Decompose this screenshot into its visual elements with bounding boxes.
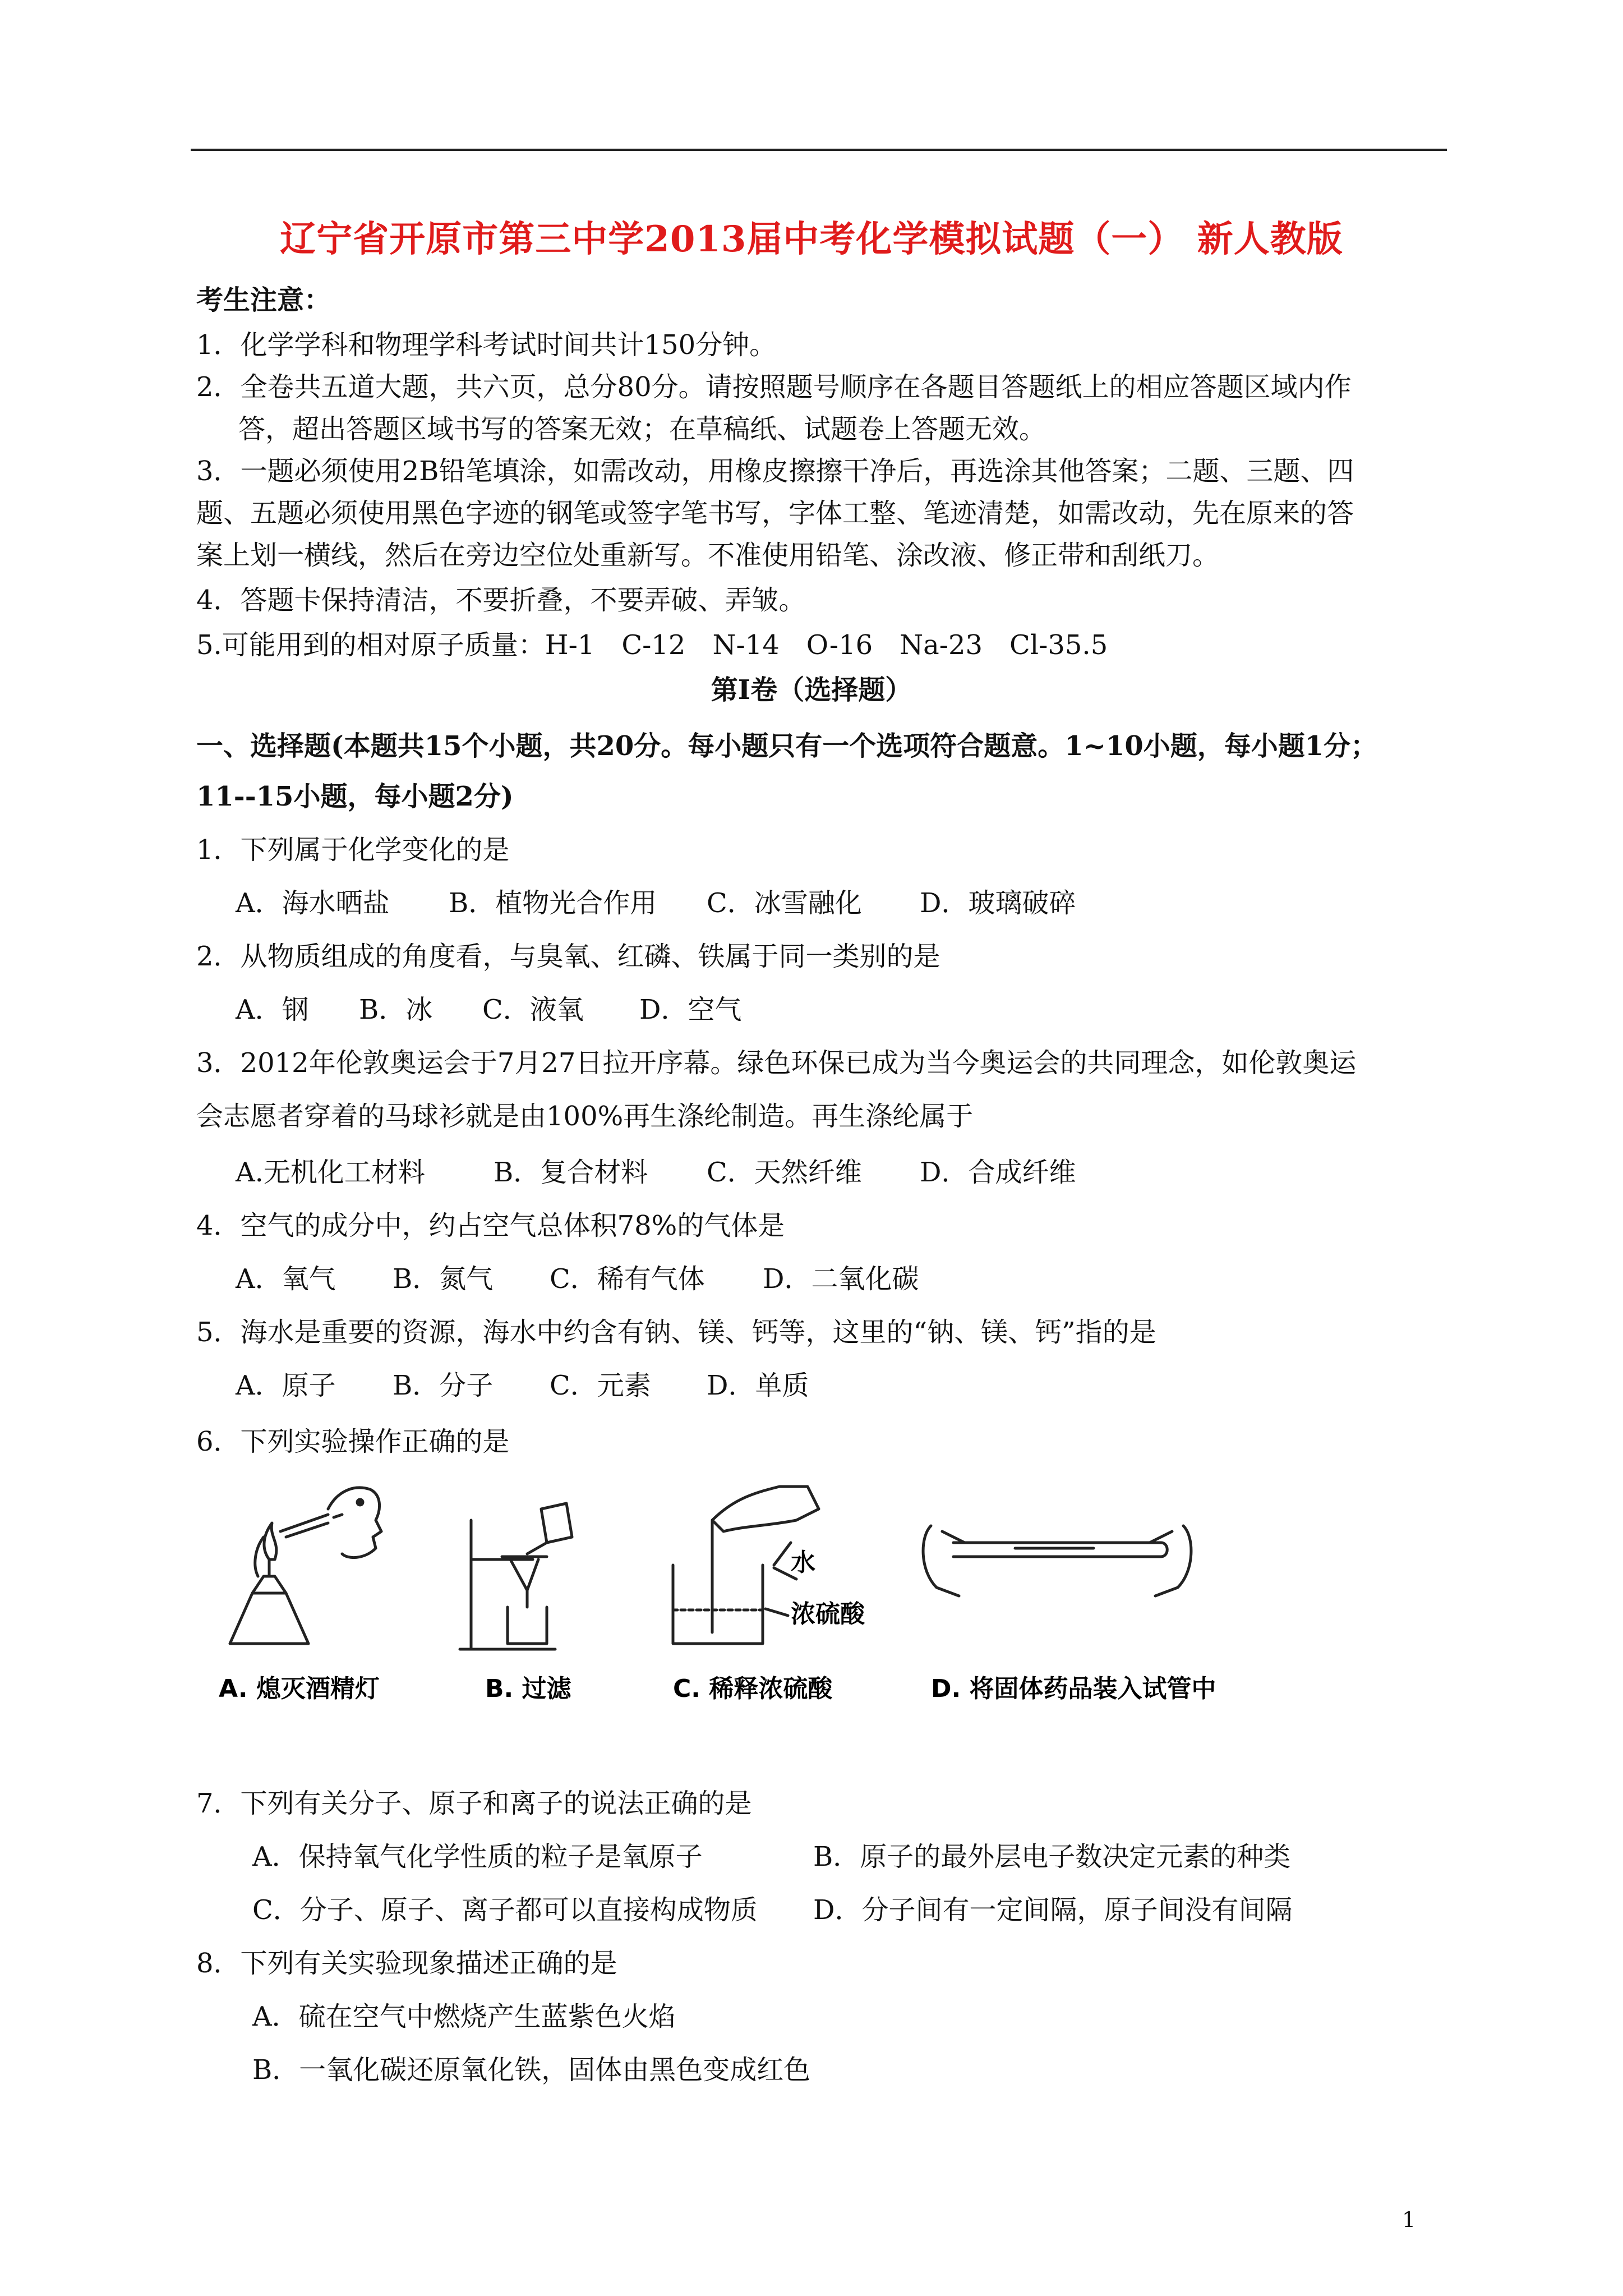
option: C．分子、原子、离子都可以直接构成物质 bbox=[252, 1894, 758, 1926]
question-stem: 7．下列有关分子、原子和离子的说法正确的是 bbox=[196, 1788, 752, 1819]
option: C．稀有气体 bbox=[550, 1263, 705, 1295]
option: D．合成纤维 bbox=[920, 1157, 1076, 1188]
option: D．分子间有一定间隔，原子间没有间隔 bbox=[813, 1894, 1293, 1926]
option: B．分子 bbox=[393, 1370, 494, 1401]
lab-operations-figure bbox=[208, 1475, 1262, 1711]
notice-line: 4．答题卡保持清洁，不要折叠，不要弄破、弄皱。 bbox=[196, 585, 806, 616]
notice-line: 答，超出答题区域书写的答案无效；在草稿纸、试题卷上答题无效。 bbox=[238, 413, 1046, 445]
option: A．硫在空气中燃烧产生蓝紫色火焰 bbox=[252, 2001, 676, 2032]
question-options bbox=[236, 993, 742, 1027]
notice-line: 2．全卷共五道大题，共六页，总分80分。请按照题号顺序在各题目答题纸上的相应答题区域内作 bbox=[196, 371, 1352, 403]
filtration-diagram bbox=[460, 1503, 572, 1649]
notice-heading: 考生注意： bbox=[196, 284, 331, 316]
question-stem: 8．下列有关实验现象描述正确的是 bbox=[196, 1948, 617, 1979]
question-options bbox=[252, 1893, 1293, 1927]
notice-line: 3．一题必须使用2B铅笔填涂，如需改动，用橡皮擦擦干净后，再选涂其他答案；二题、三题、四 bbox=[196, 455, 1354, 487]
question-stem: 会志愿者穿着的马球衫就是由100%再生涤纶制造。再生涤纶属于 bbox=[196, 1101, 974, 1132]
figure-caption-c: C. 稀释浓硫酸 bbox=[673, 1674, 833, 1703]
option: B．氮气 bbox=[393, 1263, 494, 1295]
option: A．保持氧气化学性质的粒子是氧原子 bbox=[252, 1841, 703, 1872]
question-stem: 4．空气的成分中，约占空气总体积78%的气体是 bbox=[196, 1210, 785, 1241]
figure-caption-b: B. 过滤 bbox=[485, 1674, 571, 1703]
option: D．玻璃破碎 bbox=[920, 887, 1076, 919]
header-rule bbox=[191, 149, 1447, 151]
option: D．二氧化碳 bbox=[763, 1263, 919, 1295]
option: C．冰雪融化 bbox=[707, 887, 862, 919]
question-stem: 2．从物质组成的角度看，与臭氧、红磷、铁属于同一类别的是 bbox=[196, 941, 940, 972]
option: B．冰 bbox=[359, 994, 433, 1025]
acid-label: 浓硫酸 bbox=[791, 1600, 865, 1628]
page-number: 1 bbox=[1402, 2207, 1416, 2232]
option: C．天然纤维 bbox=[707, 1157, 862, 1188]
notice-line: 5.可能用到的相对原子质量：H-1 C-12 N-14 O-16 Na-23 Cl-35.5 bbox=[196, 629, 1108, 661]
option: C．元素 bbox=[550, 1370, 651, 1401]
question-options bbox=[236, 1369, 809, 1402]
water-label: 水 bbox=[791, 1548, 815, 1577]
test-tube-diagram bbox=[923, 1526, 1191, 1596]
option: B．原子的最外层电子数决定元素的种类 bbox=[813, 1841, 1291, 1872]
section-title: 第Ⅰ卷（选择题） bbox=[711, 674, 912, 706]
question-options bbox=[236, 886, 1076, 920]
option: B．植物光合作用 bbox=[449, 887, 657, 919]
question-stem: 5．海水是重要的资源，海水中约含有钠、镁、钙等，这里的“钠、镁、钙”指的是 bbox=[196, 1317, 1156, 1348]
notice-line: 案上划一横线，然后在旁边空位处重新写。不准使用铅笔、涂改液、修正带和刮纸刀。 bbox=[196, 540, 1220, 571]
option: A．钢 bbox=[236, 994, 309, 1025]
figure-caption-a: A. 熄灭酒精灯 bbox=[219, 1674, 380, 1703]
option: A．原子 bbox=[236, 1370, 336, 1401]
figure-caption-d: D. 将固体药品装入试管中 bbox=[931, 1674, 1216, 1703]
question-stem: 1．下列属于化学变化的是 bbox=[196, 834, 510, 866]
option: A．氧气 bbox=[236, 1263, 336, 1295]
notice-line: 1．化学学科和物理学科考试时间共计150分钟。 bbox=[196, 329, 777, 361]
question-options bbox=[236, 1156, 1076, 1189]
question-stem: 6．下列实验操作正确的是 bbox=[196, 1426, 510, 1457]
question-stem: 3．2012年伦敦奥运会于7月27日拉开序幕。绿色环保已成为当今奥运会的共同理念，如伦敦奥运 bbox=[196, 1047, 1357, 1079]
part-instructions: 一、选择题(本题共15个小题，共20分。每小题只有一个选项符合题意。1~10小题，每小题1分； bbox=[196, 730, 1378, 762]
option: B．复合材料 bbox=[494, 1157, 648, 1188]
exam-title: 辽宁省开原市第三中学2013届中考化学模拟试题（一） 新人教版 bbox=[280, 218, 1343, 260]
option: A.无机化工材料 bbox=[236, 1157, 425, 1188]
option: A．海水晒盐 bbox=[236, 887, 390, 919]
question-options bbox=[236, 1262, 919, 1296]
option: B．一氧化碳还原氧化铁，固体由黑色变成红色 bbox=[252, 2054, 811, 2086]
option: D．空气 bbox=[639, 994, 742, 1025]
notice-line: 题、五题必须使用黑色字迹的钢笔或签字笔书写，字体工整、笔迹清楚，如需改动，先在原来的答 bbox=[196, 498, 1354, 529]
part-instructions: 11--15小题，每小题2分) bbox=[196, 781, 514, 812]
question-options bbox=[252, 1840, 1290, 1874]
option: D．单质 bbox=[707, 1370, 809, 1401]
alcohol-lamp-diagram bbox=[230, 1488, 381, 1644]
option: C．液氧 bbox=[482, 994, 584, 1025]
